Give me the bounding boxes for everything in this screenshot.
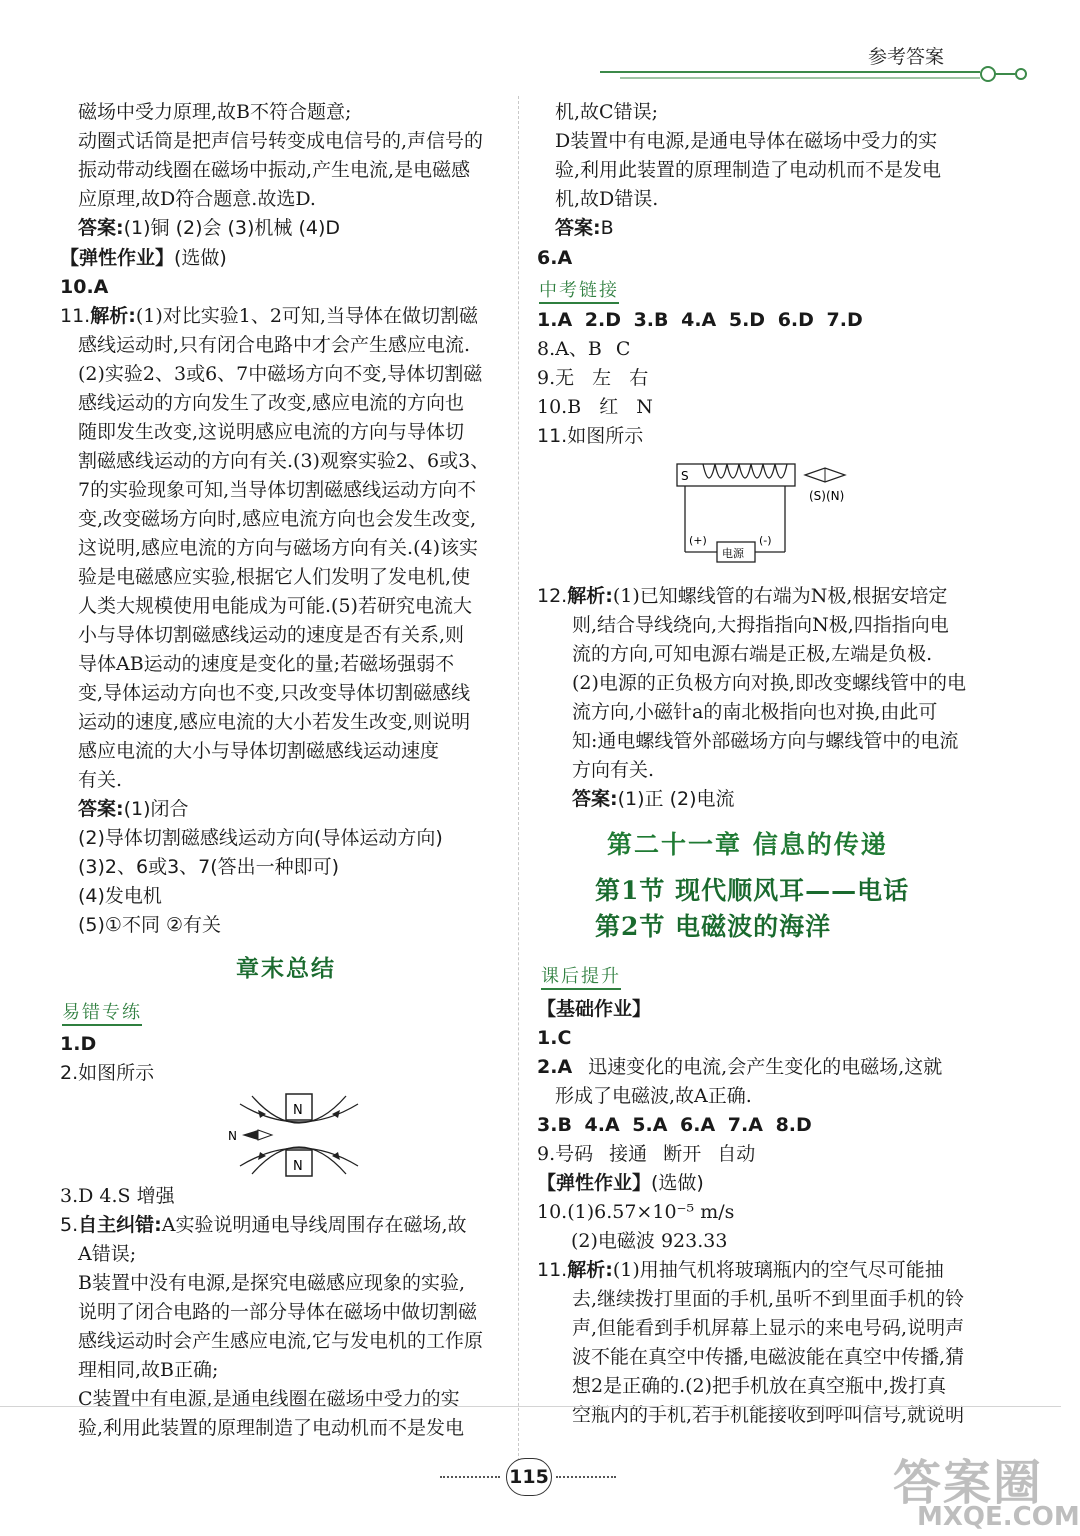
answer-line: 10.B 红 N: [537, 396, 653, 418]
exam-tag: 中考链接: [539, 280, 619, 304]
fig-label-minus: (-): [759, 534, 772, 547]
answer-line: 10.(1)6.57×10⁻⁵ m/s: [537, 1201, 735, 1223]
column-divider: [518, 96, 519, 1476]
answer-line: [78, 795, 189, 824]
answer-tag: 答案:: [78, 217, 124, 239]
text-line: (2)实验2、3或6、7中磁场方向不变,导体切割磁: [78, 363, 483, 385]
text-line: 感线运动时会产生感应电流,它与发电机的工作原: [78, 1330, 484, 1352]
answer-line: [572, 785, 734, 814]
text-line: 机,故C错误;: [555, 101, 658, 123]
text-line: 理相同,故B正确;: [78, 1359, 219, 1381]
mistakes-tag: 易错专练: [62, 1002, 142, 1026]
text-line: 形成了电磁波,故A正确.: [555, 1085, 752, 1107]
magnet-field-figure: [220, 1092, 370, 1180]
elastic-heading: [537, 1169, 704, 1198]
answer-line: 1.A 2.D 3.B 4.A 5.D 6.D 7.D: [537, 309, 863, 331]
header-label: 参考答案: [868, 46, 945, 68]
answer-line: 9.无 左 右: [537, 367, 649, 389]
answer-line: 2.如图所示: [60, 1062, 155, 1084]
answer-line: 10.A: [60, 276, 109, 298]
item-number: 11.: [537, 1259, 568, 1281]
text-line: 空瓶内的手机,若手机能接收到呼叫信号,就说明: [572, 1404, 965, 1426]
after-class-tag: 课后提升: [541, 966, 621, 990]
answer-line: 1.D: [60, 1033, 97, 1055]
analysis-text: (1)用抽气机将玻璃瓶内的空气尽可能抽: [612, 1259, 944, 1281]
text-line: 人类大规模使用电能成为可能.(5)若研究电流大: [78, 595, 472, 617]
text-line: 有关.: [78, 769, 123, 791]
item-number: 11.: [60, 305, 91, 327]
text-line: 7的实验现象可知,当导体切割磁感线运动方向不: [78, 479, 477, 501]
text-line: 则,结合导线绕向,大拇指指向N极,四指指向电: [572, 614, 949, 636]
analysis-line: [60, 302, 478, 331]
text-line: 小与导体切割磁感线运动的速度是否有关系,则: [78, 624, 465, 646]
answer-line: 3.B 4.A 5.A 6.A 7.A 8.D: [537, 1114, 812, 1136]
text-line: 波不能在真空中传播,电磁波能在真空中传播,猜: [572, 1346, 965, 1368]
fig-label-sn: (S)(N): [809, 489, 845, 503]
answer-line: [78, 214, 340, 243]
answer-line: (3)2、6或3、7(答出一种即可): [78, 856, 340, 878]
answer-line: (5)①不同 ②有关: [78, 914, 222, 936]
text-line: 动圈式话筒是把声信号转变成电信号的,声信号的: [78, 130, 484, 152]
analysis-text: (1)对比实验1、2可知,当导体在做切割磁: [135, 305, 478, 327]
fig-label-n-bottom: N: [293, 1159, 303, 1174]
analysis-tag: 解析:: [90, 305, 136, 327]
analysis-tag: 解析:: [567, 1259, 613, 1281]
text-line: 运动的速度,感应电流的大小若发生改变,则说明: [78, 711, 471, 733]
correction-tag: 自主纠错:: [78, 1214, 162, 1236]
text-line: 导体AB运动的速度是变化的量;若磁场强弱不: [78, 653, 455, 675]
fig-label-s: S: [681, 469, 689, 483]
answer-tag: 答案:: [555, 217, 601, 239]
text-line: 感应电流的大小与导体切割磁感线运动速度: [78, 740, 440, 762]
text-line: C装置中有电源,是通电线圈在磁场中受力的实: [78, 1388, 460, 1410]
dots-left: [440, 1476, 500, 1478]
watermark: [885, 1444, 1080, 1536]
fig-label-n-left: N: [228, 1129, 237, 1143]
page-number: 115: [506, 1458, 552, 1496]
text-line: 磁场中受力原理,故B不符合题意;: [78, 101, 352, 123]
analysis-line: [537, 582, 947, 611]
text-line: 应原理,故D符合题意.故选D.: [78, 188, 316, 210]
text-line: 想2是正确的.(2)把手机放在真空瓶中,拨打真: [572, 1375, 947, 1397]
text-line: B装置中没有电源,是探究电磁感应现象的实验,: [78, 1272, 466, 1294]
answer-line: [555, 214, 614, 243]
answer-line: 3.D 4.S 增强: [60, 1185, 175, 1207]
text-line: 机,故D错误.: [555, 188, 659, 210]
text-line: D装置中有电源,是通电导体在磁场中受力的实: [555, 130, 938, 152]
elastic-tag: 【弹性作业】: [537, 1172, 652, 1194]
header-decoration: [600, 0, 1061, 90]
answer-line: 9.号码 接通 断开 自动: [537, 1143, 756, 1165]
mistakes-tag-wrap: [62, 998, 142, 1027]
text-line: 去,继续拨打里面的手机,虽听不到里面手机的铃: [572, 1288, 965, 1310]
text-line: 说明了闭合电路的一部分导体在磁场中做切割磁: [78, 1301, 478, 1323]
answer-line: 11.如图所示: [537, 425, 644, 447]
answer-line: 6.A: [537, 247, 573, 269]
dots-right: [556, 1476, 616, 1478]
text-line: 验,利用此装置的原理制造了电动机而不是发电: [78, 1417, 465, 1439]
watermark-main: 答案圈: [893, 1455, 1044, 1511]
fig-label-plus: (+): [689, 534, 707, 547]
item-number: 12.: [537, 585, 568, 607]
summary-title: 章末总结: [236, 955, 336, 982]
text-line: 割磁感线运动的方向有关.(3)观察实验2、6或3、: [78, 450, 490, 472]
text-line: 声,但能看到手机屏幕上显示的来电号码,说明声: [572, 1317, 965, 1339]
watermark-site: MXQE.COM: [917, 1502, 1080, 1532]
answer-line: (4)发电机: [78, 885, 162, 907]
text-line: 方向有关.: [572, 759, 655, 781]
answer-text: (1)铜 (2)会 (3)机械 (4)D: [123, 217, 341, 239]
exam-tag-wrap: [539, 276, 619, 305]
fig-label-source: 电源: [722, 547, 744, 560]
section-title-2: 第2节 电磁波的海洋: [595, 912, 832, 941]
text-line: (2)电源的正负极方向对换,即改变螺线管中的电: [572, 672, 966, 694]
item-number: 5.: [60, 1214, 79, 1236]
text-line: A错误;: [78, 1243, 137, 1265]
item-number: 2.A: [537, 1056, 573, 1078]
text-line: 变,改变磁场方向时,感应电流方向也会发生改变,: [78, 508, 477, 530]
text-line: 知:通电螺线管外部磁场方向与螺线管中的电流: [572, 730, 959, 752]
answer-line: (2)电磁波 923.33: [571, 1230, 728, 1252]
text-line: 流方向,小磁针a的南北极指向也对换,由此可: [572, 701, 938, 723]
text-line: 验,利用此装置的原理制造了电动机而不是发电: [555, 159, 942, 181]
answer-text: (1)正 (2)电流: [617, 788, 735, 810]
text-line: 振动带动线圈在磁场中振动,产生电流,是电磁感: [78, 159, 471, 181]
answer-tag: 答案:: [572, 788, 618, 810]
explanation-text: 迅速变化的电流,会产生变化的电磁场,这就: [588, 1056, 943, 1078]
basic-heading: 【基础作业】: [537, 998, 652, 1020]
answer-line: 8.A、B C: [537, 338, 631, 360]
analysis-text: (1)已知螺线管的右端为N极,根据安培定: [612, 585, 948, 607]
footer-rule: [0, 1406, 1061, 1407]
answer-line: [537, 1053, 942, 1082]
answer-line: 1.C: [537, 1027, 572, 1049]
text-line: 随即发生改变,这说明感应电流的方向与导体切: [78, 421, 465, 443]
answer-line: (2)导体切割磁感线运动方向(导体运动方向): [78, 827, 443, 849]
after-class-tag-wrap: [541, 962, 621, 991]
text-line: 感线运动时,只有闭合电路中才会产生感应电流.: [78, 334, 471, 356]
analysis-line: [537, 1256, 944, 1285]
text-line: 感线运动的方向发生了改变,感应电流的方向也: [78, 392, 465, 414]
correction-line: [60, 1211, 467, 1240]
text-line: 验是电磁感应实验,根据它人们发明了发电机,使: [78, 566, 471, 588]
elastic-note: (选做): [651, 1172, 704, 1194]
analysis-tag: 解析:: [567, 585, 613, 607]
elastic-note: (选做): [174, 247, 227, 269]
answer-text: (1)闭合: [123, 798, 189, 820]
text-line: 变,导体运动方向也不变,只改变导体切割磁感线: [78, 682, 471, 704]
answer-tag: 答案:: [78, 798, 124, 820]
elastic-tag: 【弹性作业】: [60, 247, 175, 269]
elastic-heading: [60, 244, 227, 273]
section-title-1: 第1节 现代顺风耳——电话: [595, 876, 910, 905]
fig-label-n-top: N: [293, 1103, 303, 1118]
text-line: 这说明,感应电流的方向与磁场方向有关.(4)该实: [78, 537, 478, 559]
page-number-block: [440, 1458, 620, 1498]
solenoid-figure: [675, 462, 895, 572]
text-line: 流的方向,可知电源右端是正极,左端是负极.: [572, 643, 933, 665]
chapter-title: 第二十一章 信息的传递: [607, 830, 888, 859]
answer-text: B: [600, 217, 614, 239]
correction-text: A实验说明通电导线周围存在磁场,故: [161, 1214, 467, 1236]
